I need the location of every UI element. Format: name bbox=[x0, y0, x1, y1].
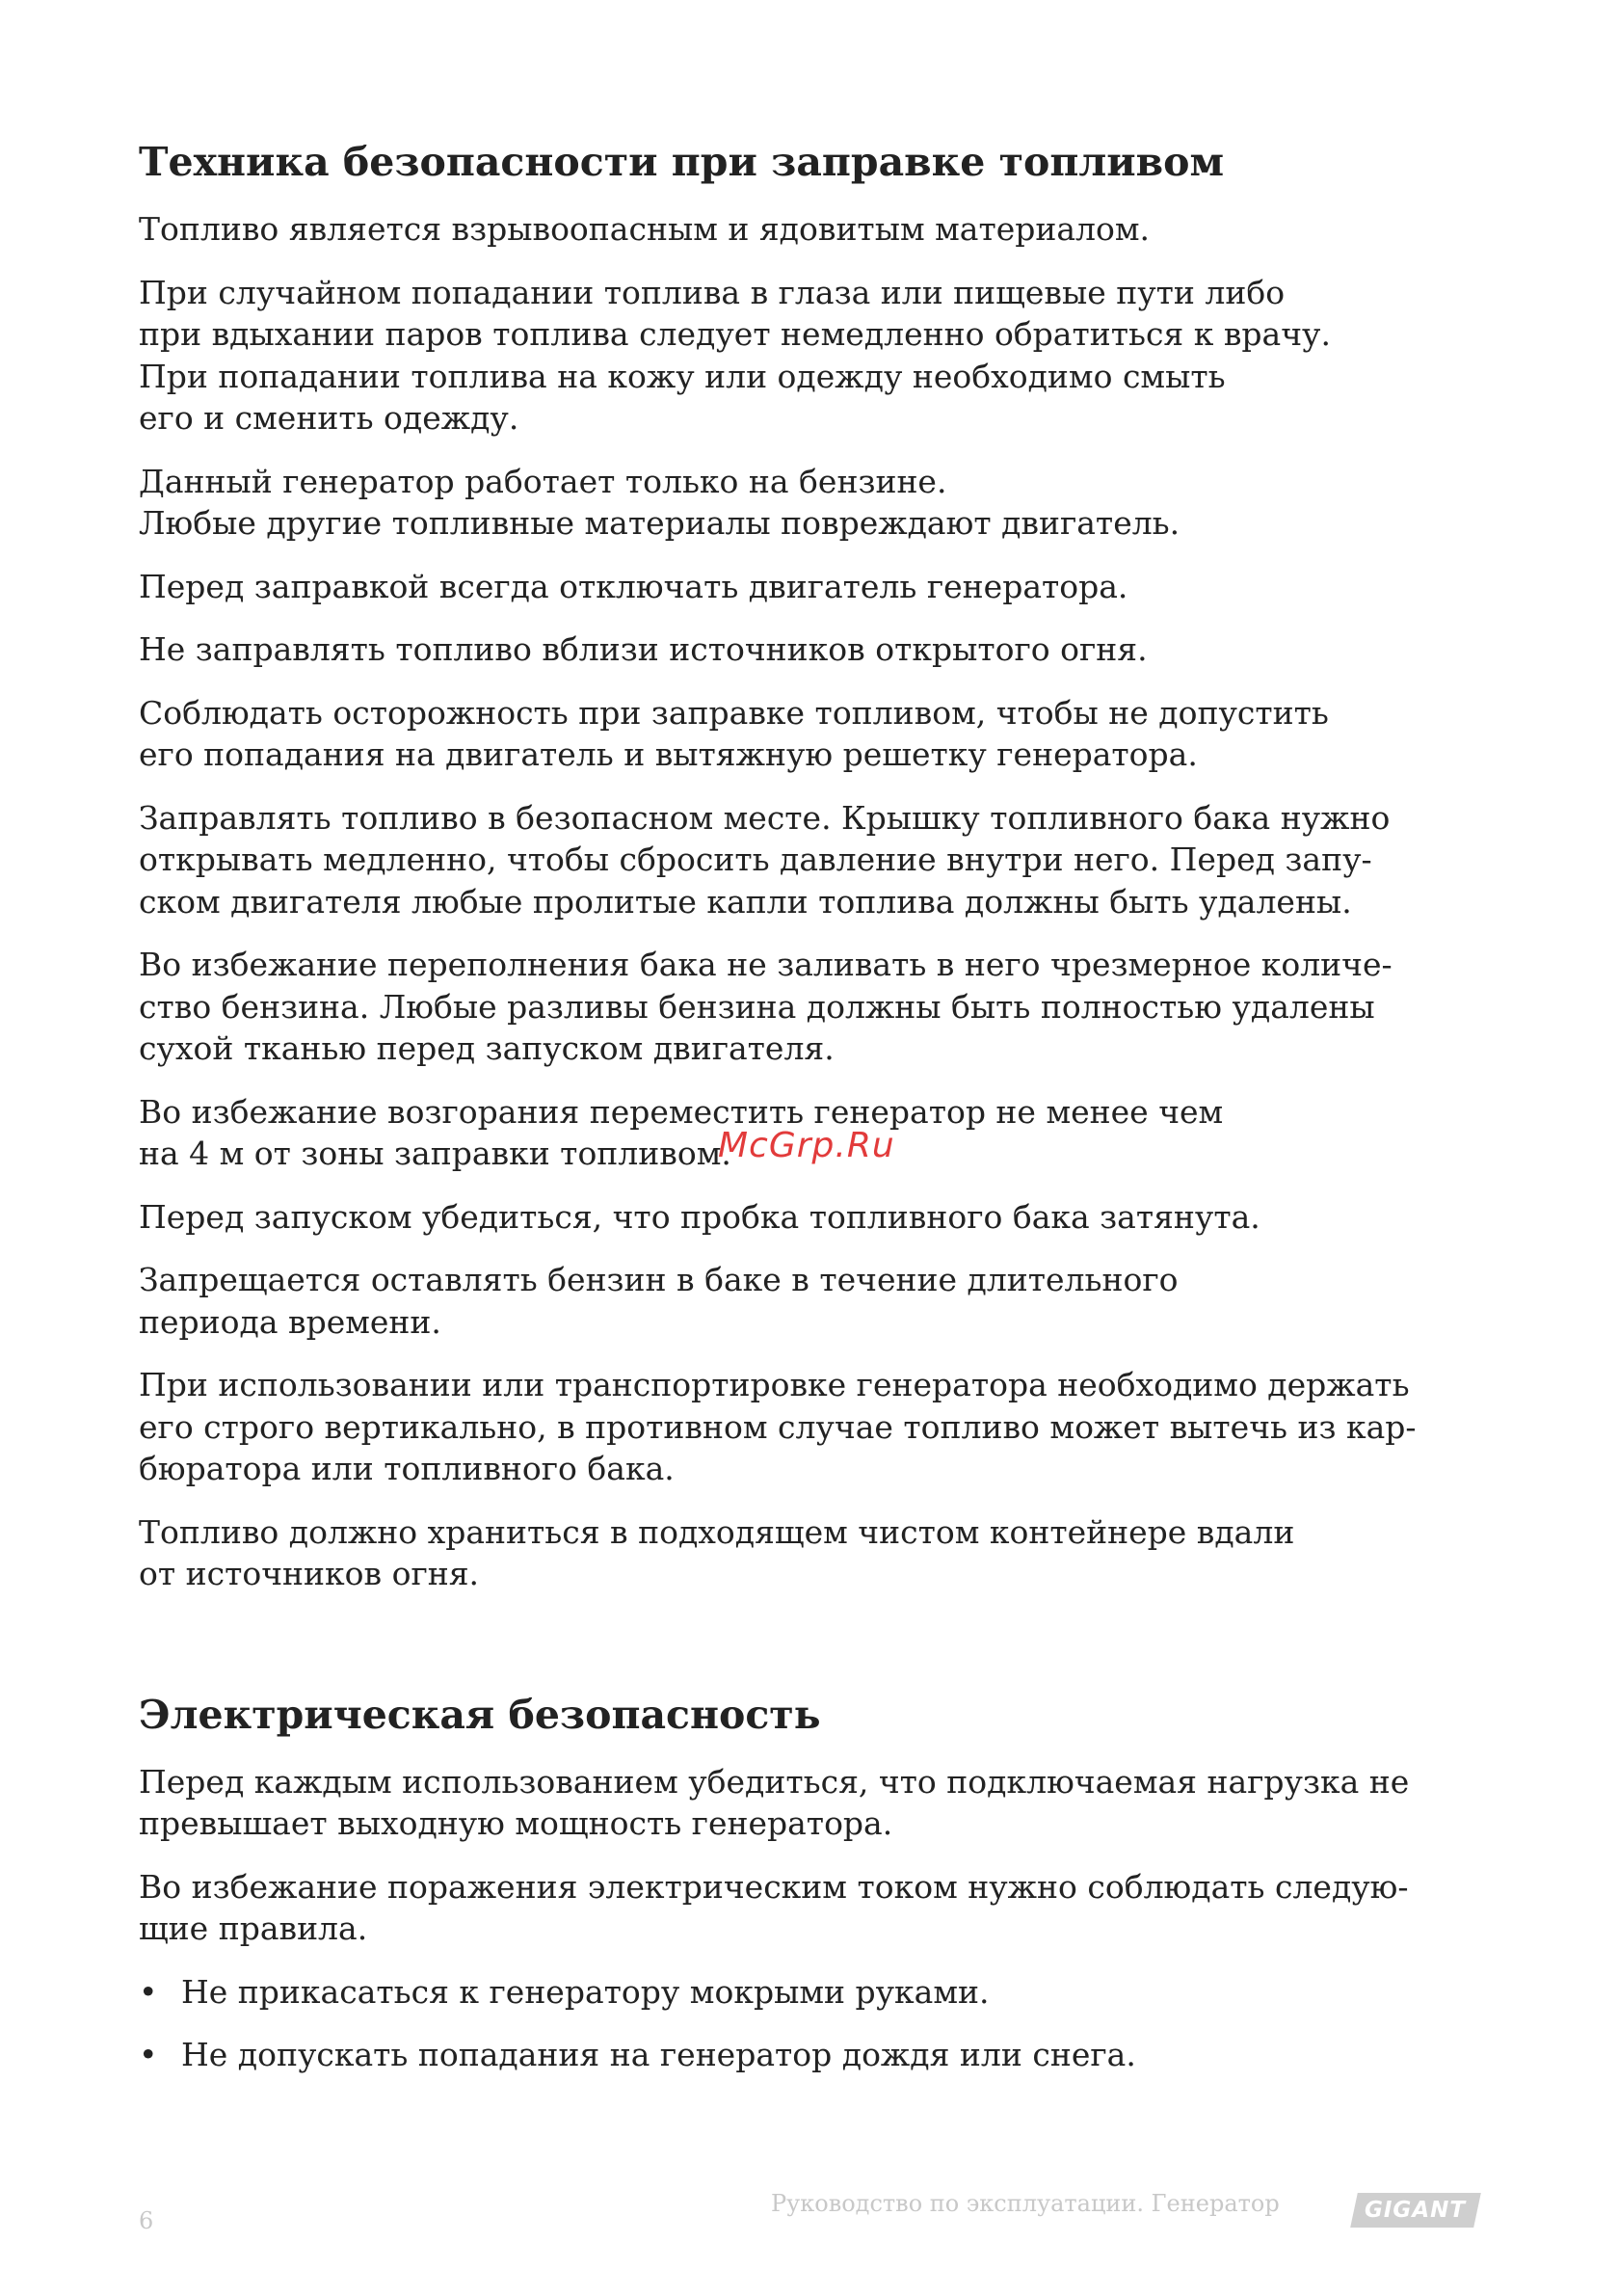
paragraph: Данный генератор работает только на бензине. Любые другие топливные материалы повреждают двигатель. bbox=[139, 462, 1180, 542]
paragraph: Перед каждым использованием убедиться, что подключаемая нагрузка не превышает выходную мощность генератора. bbox=[139, 1762, 1410, 1842]
brand-logo bbox=[1350, 2193, 1481, 2228]
paragraph: Топливо должно храниться в подходящем чистом контейнере вдали от источников огня. bbox=[139, 1512, 1295, 1592]
bullet-item: • Не допускать попадания на генератор дождя или снега. bbox=[139, 2034, 1488, 2076]
bullet-icon: • bbox=[139, 1972, 158, 2011]
bullet-list bbox=[139, 1971, 1488, 2076]
paragraph: Заправлять топливо в безопасном месте. Крышку топливного бака нужно открывать медленно, чтобы сбросить давление внутри него. Перед запу- ском двигателя любые пролитые капли топлива должны быть удалены. bbox=[139, 798, 1391, 921]
paragraph: Топливо является взрывоопасным и ядовитым материалом. bbox=[139, 210, 1151, 248]
paragraph: Во избежание возгорания переместить генератор не менее чем на 4 м от зоны заправки топливом. bbox=[139, 1092, 1224, 1172]
brand-logo-text: GIGANT bbox=[1365, 2198, 1467, 2223]
electrical-safety-body bbox=[139, 1761, 1488, 2076]
paragraph: Не заправлять топливо вблизи источников открытого огня. bbox=[139, 630, 1148, 668]
paragraph: При случайном попадании топлива в глаза или пищевые пути либо при вдыхании паров топлива следует немедленно обратиться к врачу. При попадании топлива на кожу или одежду необходимо смыть его и сменить одежду. bbox=[139, 273, 1331, 437]
footer-manual-title: Руководство по эксплуатации. Генератор bbox=[771, 2190, 1280, 2217]
paragraph: Перед заправкой всегда отключать двигатель генератора. bbox=[139, 567, 1128, 605]
section-title-electrical-safety: Электрическая безопасность bbox=[139, 1691, 821, 1738]
paragraph: Перед запуском убедиться, что пробка топливного бака затянута. bbox=[139, 1197, 1260, 1236]
paragraph: Во избежание переполнения бака не заливать в него чрезмерное количе- ство бензина. Любые разливы бензина должны быть полностью удалены сухой тканью перед запуском двигателя. bbox=[139, 946, 1393, 1067]
page-content bbox=[139, 135, 1488, 2097]
bullet-icon: • bbox=[139, 2036, 158, 2073]
paragraph: При использовании или транспортировке генератора необходимо держать его строго вертикально, в противном случае топливо может вытечь из кар- бюратора или топливного бака. bbox=[139, 1366, 1417, 1487]
page-number: 6 bbox=[139, 2207, 154, 2234]
watermark: McGrp.Ru bbox=[718, 1126, 895, 1165]
paragraph: Во избежание поражения электрическим током нужно соблюдать следую- щие правила. bbox=[139, 1867, 1409, 1947]
paragraph: Запрещается оставлять бензин в баке в течение длительного периода времени. bbox=[139, 1261, 1179, 1341]
bullet-item: • Не прикасаться к генератору мокрыми руками. bbox=[139, 1971, 1488, 2014]
fuel-safety-body bbox=[139, 208, 1488, 1595]
section-title-fuel-safety: Техника безопасности при заправке топливом bbox=[139, 139, 1225, 185]
paragraph: Соблюдать осторожность при заправке топливом, чтобы не допустить его попадания на двигатель и вытяжную решетку генератора. bbox=[139, 693, 1329, 773]
